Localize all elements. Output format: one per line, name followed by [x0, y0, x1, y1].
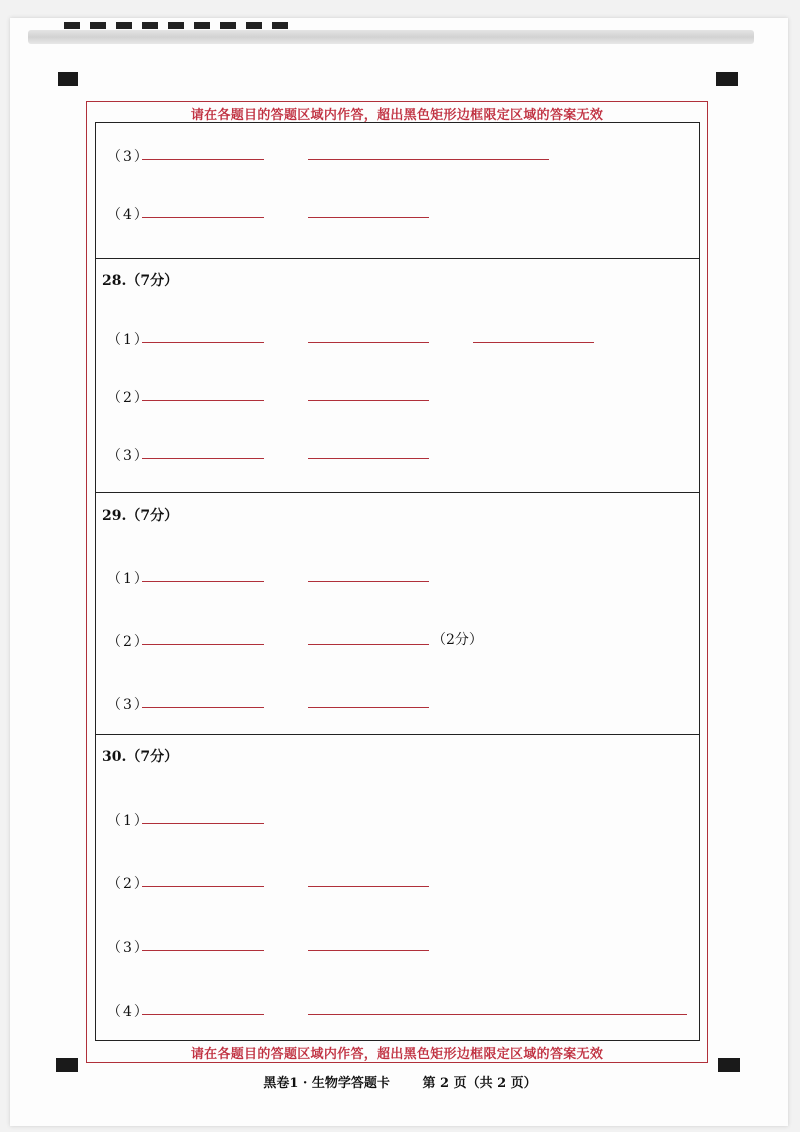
q28-part-1-blank-2[interactable]	[308, 342, 429, 343]
timing-mark	[246, 22, 262, 29]
timing-mark	[116, 22, 132, 29]
q30-part-2-label: （2）	[107, 876, 150, 892]
scan-shadow-band	[28, 30, 754, 44]
page-footer	[0, 1072, 800, 1091]
q29-part-2-label: （2）	[107, 634, 150, 650]
q28-part-3-label: （3）	[107, 448, 150, 464]
q28-part-2-blank-2[interactable]	[308, 400, 429, 401]
notice-top: 请在各题目的答题区域内作答，超出黑色矩形边框限定区域的答案无效	[190, 108, 604, 123]
footer-subject: 黑卷1 · 生物学答题卡	[263, 1076, 390, 1091]
alignment-marker-top-right	[716, 72, 738, 86]
q27-part-4-blank-2[interactable]	[308, 217, 429, 218]
q30-part-1-blank-1[interactable]	[142, 823, 264, 824]
q29-title: 29.（7分）	[102, 508, 179, 524]
q30-part-1-label: （1）	[107, 813, 150, 829]
q30-part-2-blank-2[interactable]	[308, 886, 429, 887]
alignment-marker-top-left	[58, 72, 78, 86]
q30-part-3-label: （3）	[107, 940, 150, 956]
alignment-marker-bottom-right	[718, 1058, 740, 1072]
timing-mark	[272, 22, 288, 29]
timing-mark	[220, 22, 236, 29]
q29-part-3-blank-1[interactable]	[142, 707, 264, 708]
q27-part-3-label: （3）	[107, 149, 150, 165]
q28-part-2-label: （2）	[107, 390, 150, 406]
q29-part-2-blank-2[interactable]	[308, 644, 429, 645]
q30-part-4-blank-2[interactable]	[308, 1014, 687, 1015]
notice-bottom: 请在各题目的答题区域内作答，超出黑色矩形边框限定区域的答案无效	[190, 1047, 604, 1062]
question-30-box	[95, 734, 700, 1041]
q29-part-1-label: （1）	[107, 571, 150, 587]
q29-part-2-score-note: （2分）	[432, 632, 483, 648]
q27-part-3-blank-2[interactable]	[308, 159, 549, 160]
q30-title: 30.（7分）	[102, 749, 179, 765]
timing-mark	[194, 22, 210, 29]
q27-part-4-label: （4）	[107, 207, 150, 223]
q27-part-4-blank-1[interactable]	[142, 217, 264, 218]
timing-mark	[142, 22, 158, 29]
timing-mark	[90, 22, 106, 29]
q28-part-1-blank-3[interactable]	[473, 342, 594, 343]
q30-part-4-blank-1[interactable]	[142, 1014, 264, 1015]
q29-part-3-blank-2[interactable]	[308, 707, 429, 708]
question-27-box	[95, 122, 700, 259]
question-29-box	[95, 492, 700, 735]
q29-part-2-blank-1[interactable]	[142, 644, 264, 645]
timing-mark	[168, 22, 184, 29]
q29-part-3-label: （3）	[107, 697, 150, 713]
q27-part-3-blank-1[interactable]	[142, 159, 264, 160]
q28-part-3-blank-2[interactable]	[308, 458, 429, 459]
footer-page-number: 第 2 页（共 2 页）	[422, 1076, 537, 1091]
alignment-marker-bottom-left	[56, 1058, 78, 1072]
q29-part-1-blank-2[interactable]	[308, 581, 429, 582]
q28-part-1-label: （1）	[107, 332, 150, 348]
q28-part-2-blank-1[interactable]	[142, 400, 264, 401]
q28-part-3-blank-1[interactable]	[142, 458, 264, 459]
q28-part-1-blank-1[interactable]	[142, 342, 264, 343]
q28-title: 28.（7分）	[102, 273, 179, 289]
q29-part-1-blank-1[interactable]	[142, 581, 264, 582]
q30-part-3-blank-1[interactable]	[142, 950, 264, 951]
timing-mark	[64, 22, 80, 29]
q30-part-2-blank-1[interactable]	[142, 886, 264, 887]
q30-part-3-blank-2[interactable]	[308, 950, 429, 951]
q30-part-4-label: （4）	[107, 1004, 150, 1020]
